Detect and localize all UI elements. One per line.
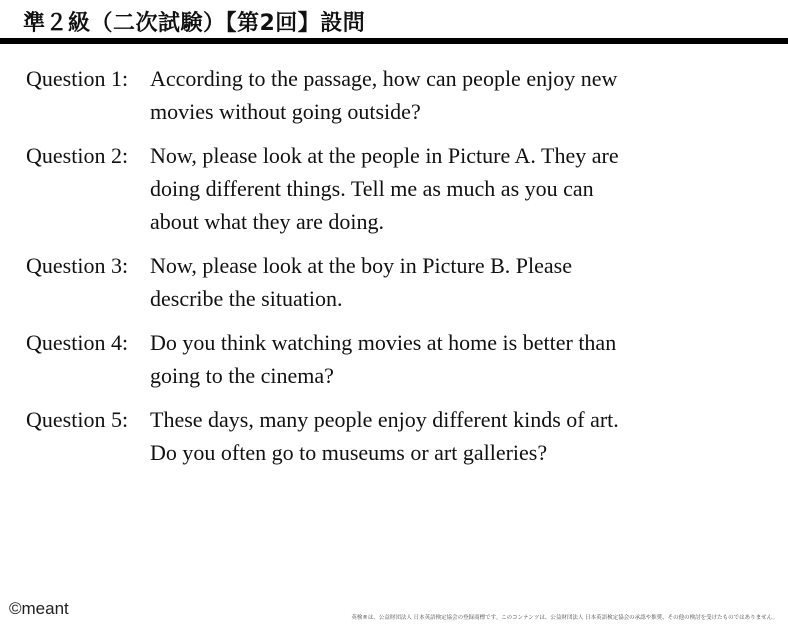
question-text xyxy=(150,62,766,128)
question-4 xyxy=(26,326,766,392)
question-text xyxy=(150,249,766,315)
question-line: describe the situation. xyxy=(150,286,343,311)
question-line: These days, many people enjoy different kinds of art. xyxy=(150,407,619,432)
question-label: Question 5: xyxy=(26,407,129,432)
question-text xyxy=(150,139,766,238)
trademark-disclaimer: 英検®は、公益財団法人 日本英語検定協会の登録商標です。このコンテンツは、公益財団法人 日本英語検定協会の承認や推奨、その他の検討を受けたものではありません。 xyxy=(351,615,778,621)
question-line: Now, please look at the people in Picture A. They are xyxy=(150,143,619,168)
question-line: Do you often go to museums or art galleries? xyxy=(150,440,548,465)
header-divider xyxy=(0,38,788,44)
question-line: about what they are doing. xyxy=(150,209,384,234)
question-line: According to the passage, how can people enjoy new xyxy=(150,66,618,91)
question-2 xyxy=(26,139,766,238)
question-line: doing different things. Tell me as much as you can xyxy=(150,176,594,201)
copyright-text: ©meant xyxy=(9,599,69,618)
question-label: Question 1: xyxy=(26,66,129,91)
question-line: Do you think watching movies at home is better than xyxy=(150,330,617,355)
question-line: Now, please look at the boy in Picture B. Please xyxy=(150,253,572,278)
question-line: movies without going outside? xyxy=(150,99,421,124)
question-1 xyxy=(26,62,766,128)
question-label: Question 4: xyxy=(26,330,129,355)
question-label: Question 3: xyxy=(26,253,129,278)
question-text xyxy=(150,326,766,392)
question-5 xyxy=(26,403,766,469)
page-title: 準２級（二次試験）【第2回】設問 xyxy=(23,11,366,36)
question-text xyxy=(150,403,766,469)
question-list xyxy=(26,62,766,480)
question-line: going to the cinema? xyxy=(150,363,334,388)
question-label: Question 2: xyxy=(26,143,129,168)
question-3 xyxy=(26,249,766,315)
